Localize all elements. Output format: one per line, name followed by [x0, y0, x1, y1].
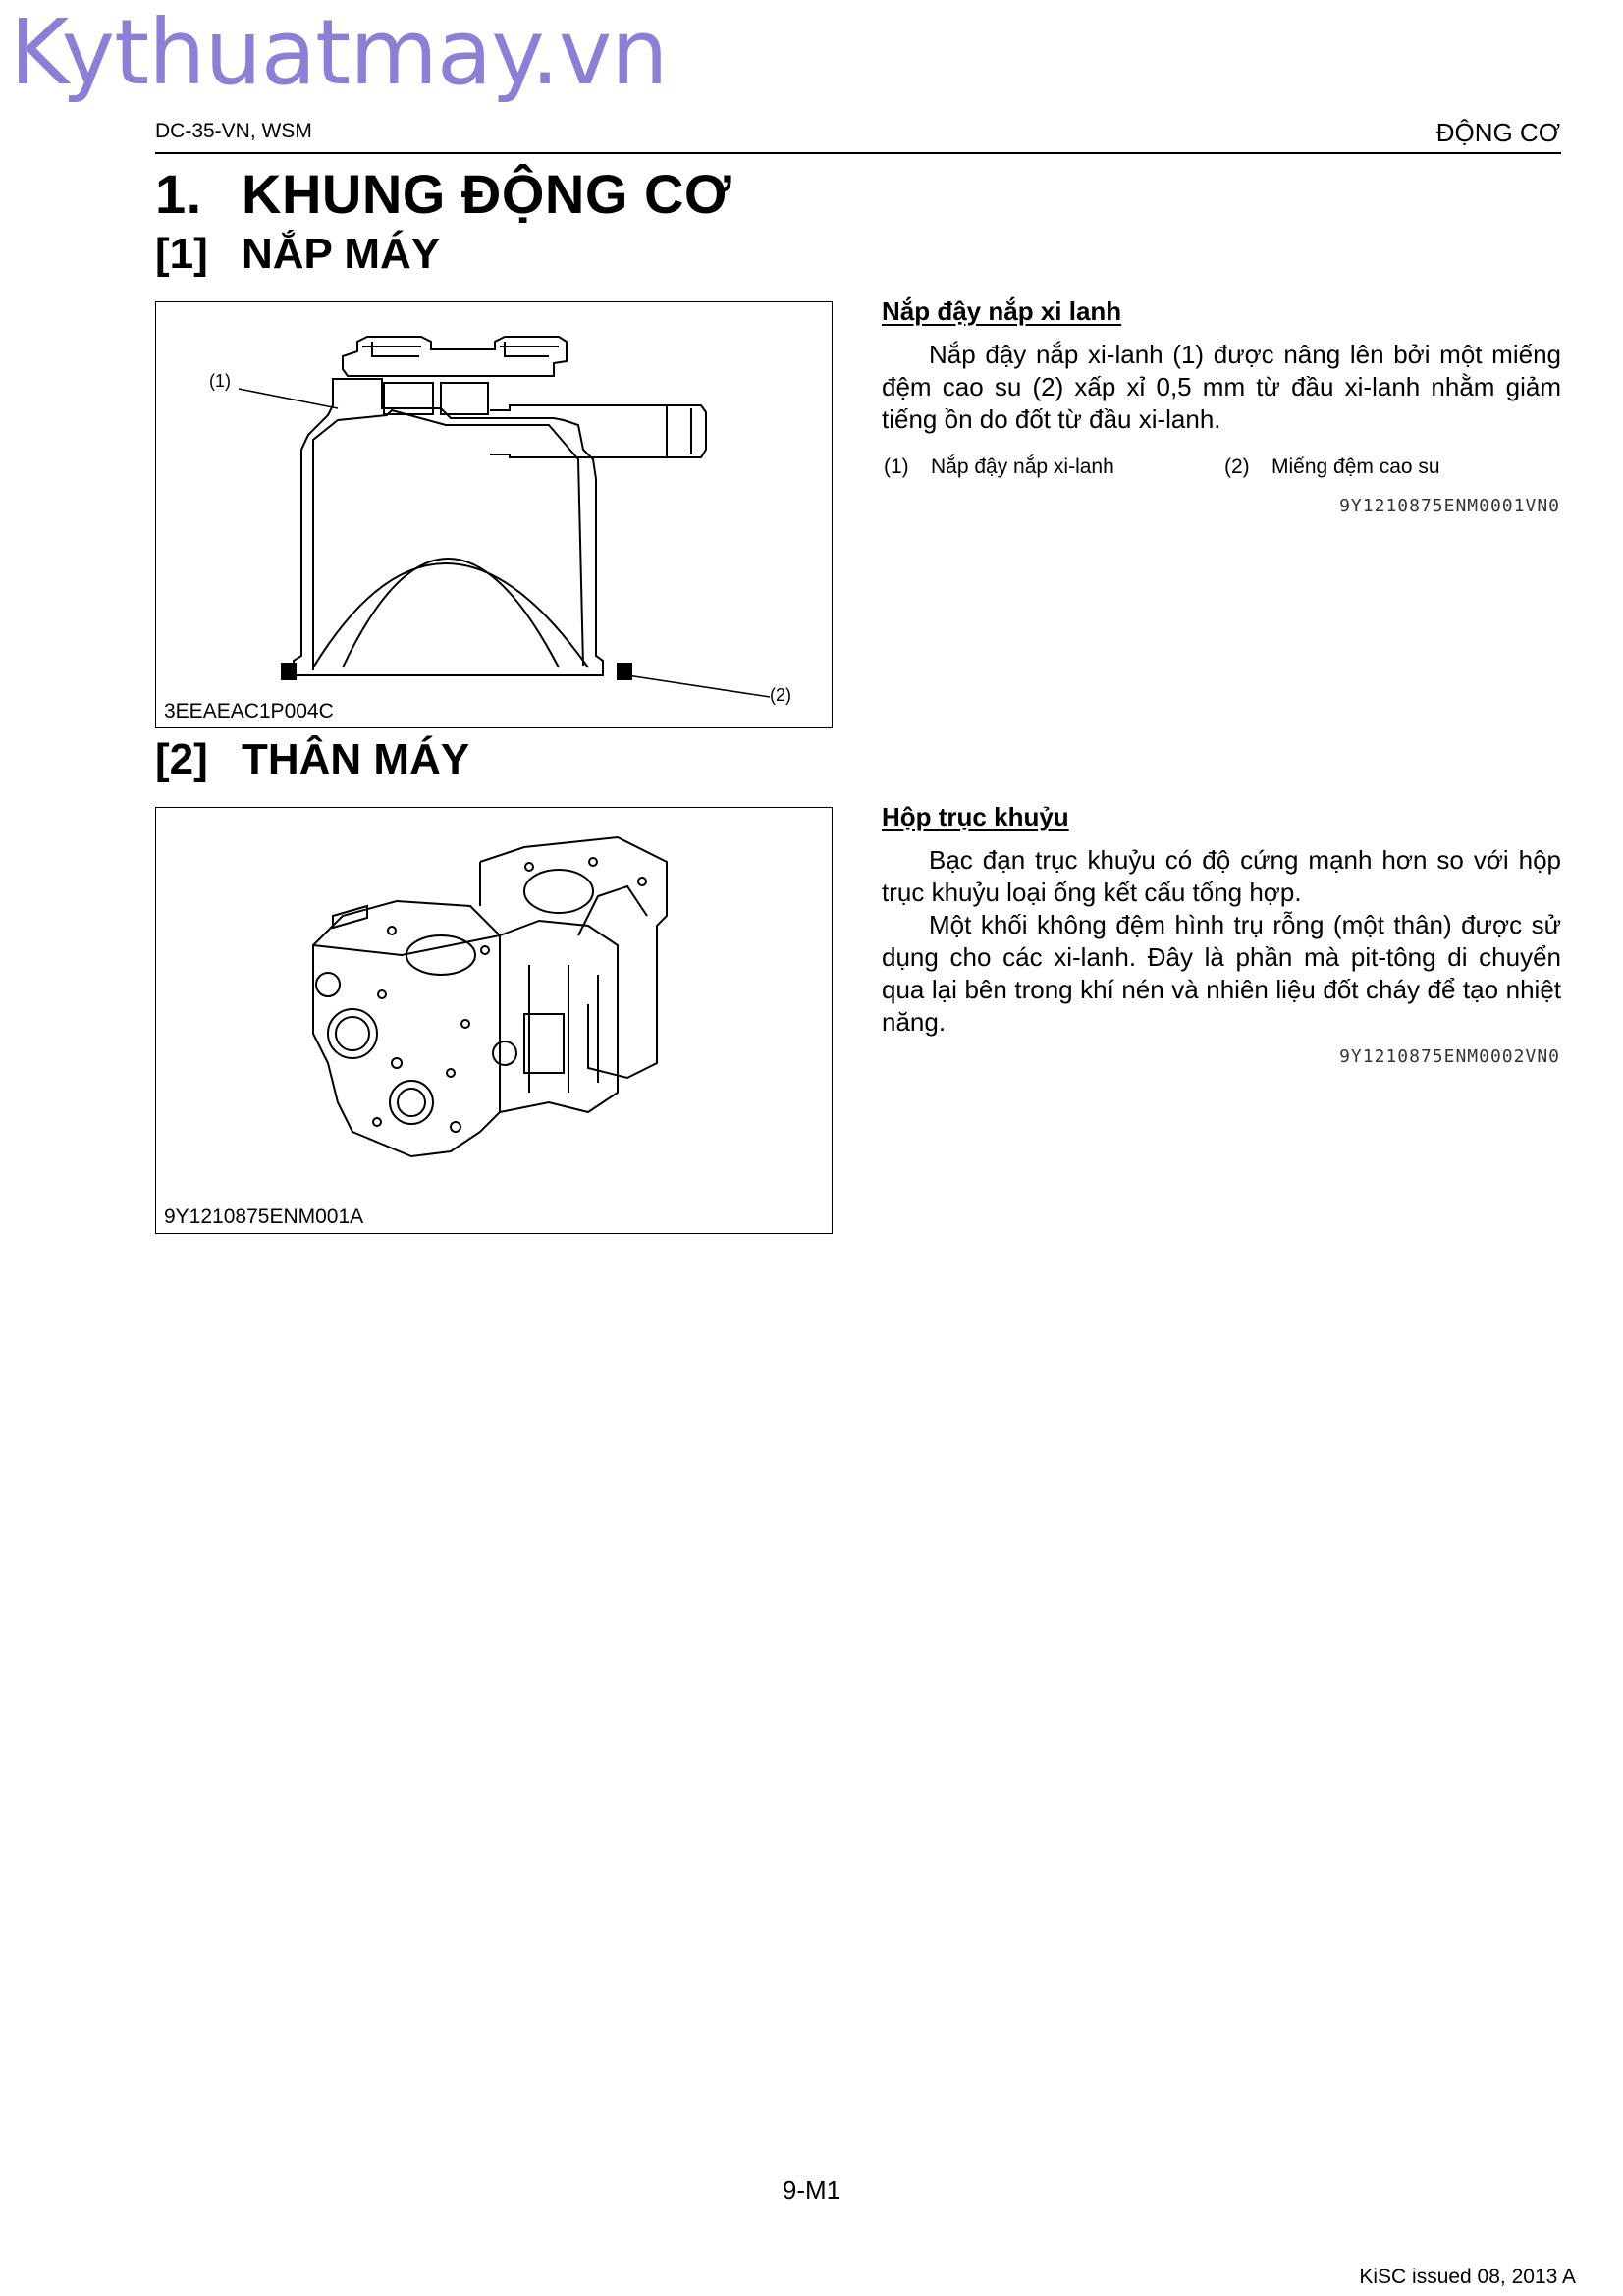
- paragraph-head-cover: [882, 339, 1561, 436]
- section-title: THÂN MÁY: [242, 735, 470, 783]
- legend-text-2: Miếng đệm cao su: [1271, 455, 1440, 478]
- legend-num-2: (2): [1224, 455, 1250, 478]
- figure-code: 3EEAEAC1P004C: [164, 700, 334, 722]
- header-rule: [155, 152, 1561, 154]
- chapter-title: [155, 162, 731, 226]
- figure-code: 9Y1210875ENM001A: [164, 1205, 364, 1228]
- page-number: 9-M1: [782, 2175, 841, 2205]
- section-number: [2]: [155, 735, 208, 783]
- reference-code: 9Y1210875ENM0001VN0: [1339, 496, 1560, 516]
- issue-footer: KiSC issued 08, 2013 A: [1359, 2266, 1576, 2288]
- figure-cylinder-block: [155, 807, 833, 1234]
- reference-code: 9Y1210875ENM0002VN0: [1339, 1046, 1560, 1067]
- chapter-number: 1.: [155, 163, 202, 225]
- section-title: NẮP MÁY: [242, 230, 441, 278]
- chapter-title-text: KHUNG ĐỘNG CƠ: [242, 163, 732, 225]
- section-heading-cylinder-head: [155, 230, 440, 279]
- figure-head-cover: [155, 301, 833, 728]
- figure-label-1: (1): [209, 371, 231, 391]
- figure-label-2: (2): [770, 685, 791, 705]
- paragraph-text: Nắp đậy nắp xi-lanh (1) được nâng lên bởi một miếng đệm cao su (2) xấp xỉ 0,5 mm từ đầu xi-lanh nhằm giảm tiếng ồn do đốt từ đầu xi-lanh.: [882, 340, 1561, 434]
- paragraph-crankcase: [882, 844, 1561, 1039]
- paragraph-text-2: Một khối không đệm hình trụ rỗng (một thân) được sử dụng cho các xi-lanh. Đây là phần mà pit-tông di chuyển qua lại bên trong khí nén và nhiên liệu đốt cháy để tạo nhiệt năng.: [882, 910, 1561, 1037]
- legend-num-1: (1): [884, 455, 909, 478]
- section-number: [1]: [155, 230, 208, 278]
- legend-text-1: Nắp đậy nắp xi-lanh: [931, 455, 1114, 478]
- header-manual-code: DC-35-VN, WSM: [155, 120, 312, 142]
- header-chapter-name: ĐỘNG CƠ: [1435, 118, 1560, 147]
- subsection-title-crankcase: Hộp trục khuỷu: [882, 802, 1069, 831]
- cylinder-block-drawing: [156, 808, 834, 1235]
- head-cover-drawing: [156, 302, 834, 729]
- section-heading-cylinder-block: [155, 735, 469, 784]
- watermark: Kythuatmay.vn: [10, 0, 668, 105]
- subsection-title-head-cover: Nắp đậy nắp xi lanh: [882, 296, 1122, 326]
- paragraph-text-1: Bạc đạn trục khuỷu có độ cứng mạnh hơn so với hộp trục khuỷu loại ống kết cấu tổng hợp.: [882, 845, 1561, 907]
